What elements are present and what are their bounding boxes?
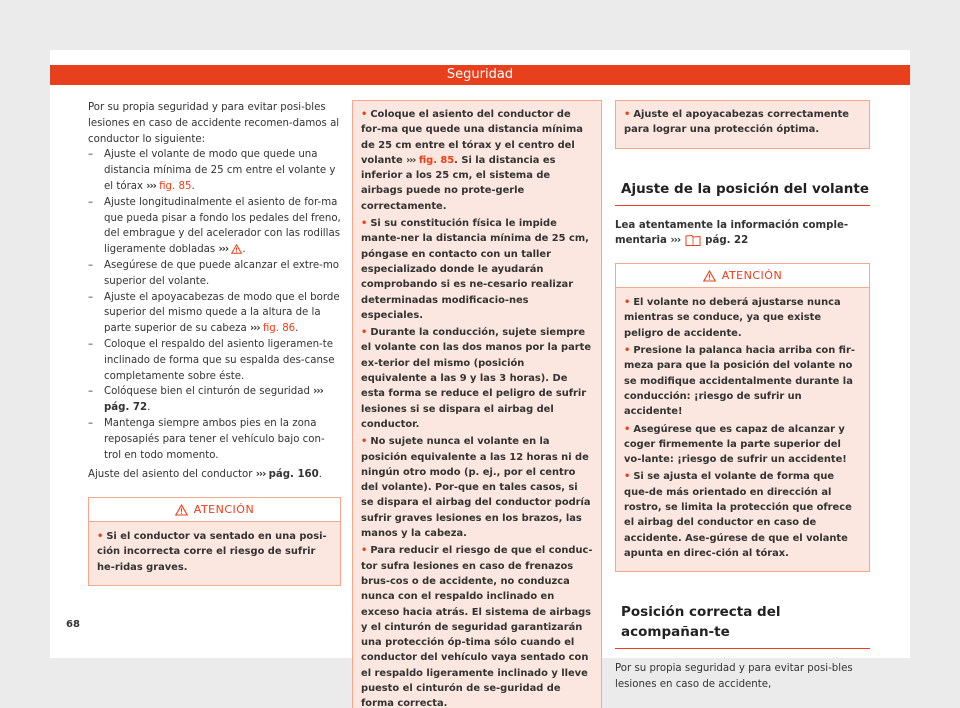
list-item: – Colóquese bien el cinturón de seguridad ››› pág. 72. xyxy=(88,386,323,414)
page xyxy=(50,50,910,708)
intro-paragraph: Por su propia seguridad y para evitar posi-bles lesiones en caso de accidente recomen-damos al conductor lo siguiente: xyxy=(88,102,340,145)
pag-160-link[interactable]: pág. 160 xyxy=(268,469,319,481)
arrow-icon: ››› xyxy=(670,235,681,247)
arrow-icon: ››› xyxy=(406,154,416,166)
arrow-icon: ››› xyxy=(218,244,229,256)
warning-box xyxy=(615,263,870,572)
pag-22-link[interactable]: pág. 22 xyxy=(705,235,749,247)
warning-continuation-box xyxy=(352,100,602,708)
warning-triangle-icon[interactable] xyxy=(231,244,242,254)
list-item: – Coloque el respaldo del asiento ligeramen-te inclinado de forma que su espalda des-canse completamente sobre éste. xyxy=(88,338,335,382)
fig-86-link[interactable]: fig. 86 xyxy=(262,323,296,335)
warning-item: • Coloque el asiento del conductor de for-ma que quede una distancia mínima de 25 cm entre el tórax y el centro del volante ››› fig. 85. Si la distancia es inferior a los 25 cm, el sistema de airbags puede no prote-gerle correctamente. xyxy=(361,109,583,212)
column-1 xyxy=(88,100,341,586)
warning-triangle-icon xyxy=(175,504,188,516)
column-3 xyxy=(615,100,870,693)
arrow-icon: ››› xyxy=(313,386,323,398)
section-text: Lea atentamente la información comple-mentaria ››› pág. 22 xyxy=(615,219,849,247)
list-item: – Mantenga siempre ambos pies en la zona reposapiés para tener el vehículo bajo con-trol en todo momento. xyxy=(88,417,325,461)
book-icon[interactable] xyxy=(684,234,702,247)
recommendation-list xyxy=(88,147,341,463)
warning-item: • No sujete nunca el volante en la posición equivalente a las 12 horas ni de ningún otro modo (p. ej., por el centro del volante). Por-que en tales casos, si se dispara el airbag del conductor podría sufrir graves lesiones en los brazos, las manos y la cabeza. xyxy=(361,436,591,540)
chapter-header: Seguridad xyxy=(50,65,910,85)
warning-item: • El volante no deberá ajustarse nunca mientras se conduce, ya que existe peligro de accidente. xyxy=(624,297,841,339)
warning-continuation-box xyxy=(615,100,870,149)
section-title-steering-wheel: Ajuste de la posición del volante xyxy=(615,169,870,206)
list-item: – Asegúrese de que puede alcanzar el extre-mo superior del volante. xyxy=(88,259,339,287)
warning-item: • Si su constitución física le impide mante-ner la distancia mínima de 25 cm, póngase en contacto con un taller especializado donde le ayudarán comprobando si es ne-cesario realizar determinadas modificacio-nes especiales. xyxy=(361,218,589,321)
fig-85-link[interactable]: fig. 85 xyxy=(418,154,455,166)
section-text: Por su propia seguridad y para evitar posi-bles lesiones en caso de accidente, xyxy=(615,663,853,691)
list-item: – Ajuste el apoyacabezas de modo que el borde superior del mismo quede a la altura de la parte superior de su cabeza ››› fig. 86. xyxy=(88,291,340,335)
list-item: – Ajuste el volante de modo que quede una distancia mínima de 25 cm entre el volante y el tórax ››› fig. 85. xyxy=(88,149,336,192)
warning-item: • Asegúrese que es capaz de alcanzar y coger firmemente la parte superior del vo-lante: ¡riesgo de sufrir un accidente! xyxy=(624,423,847,466)
section-title-passenger: Posición correcta del acompañan-te xyxy=(615,592,870,649)
warning-header xyxy=(616,264,869,288)
column-2 xyxy=(352,100,602,708)
arrow-icon: ››› xyxy=(146,180,156,192)
pag-72-link[interactable]: pág. 72 xyxy=(104,402,148,414)
warning-item: • Presione la palanca hacia arriba con fir-meza para que la posición del volante no se modifique accidentalmente durante la conducción: ¡riesgo de sufrir un accidente! xyxy=(624,345,855,418)
footer-paragraph: Ajuste del asiento del conductor ››› pág. 160. xyxy=(88,469,322,481)
warning-triangle-icon xyxy=(703,270,716,282)
warning-header xyxy=(89,498,340,522)
warning-title: ATENCIÓN xyxy=(193,503,255,517)
warning-item: • Para reducir el riesgo de que el conduc-tor sufra lesiones en caso de frenazos brus-cos o de accidente, no conduzca nunca con el respaldo inclinado en exceso hacia atrás. El sistema de airbags y el cinturón de seguridad garantizarán una protección óp-tima sólo cuando el conductor del vehículo vaya sentado con el respaldo ligeramente inclinado y lleve puesto el cinturón de se-guridad de forma correcta. xyxy=(361,545,593,708)
warning-title: ATENCIÓN xyxy=(721,269,783,283)
warning-box xyxy=(88,497,341,586)
page-number: 68 xyxy=(66,619,80,630)
warning-item: • Ajuste el apoyacabezas correctamente para lograr una protección óptima. xyxy=(624,109,850,136)
fig-85-link[interactable]: fig. 85 xyxy=(159,180,192,192)
warning-item: • Si el conductor va sentado en una posi-ción incorrecta corre el riesgo de sufrir he-ridas graves. xyxy=(97,531,327,573)
arrow-icon: ››› xyxy=(249,323,260,335)
list-item: – Ajuste longitudinalmente el asiento de for-ma que pueda pisar a fondo los pedales del freno, del embrague y del acelerador con las rodillas ligeramente dobladas ››› . xyxy=(88,196,341,256)
warning-item: • Durante la conducción, sujete siempre el volante con las dos manos por la parte ex-terior del mismo (posición equivalente a las 9 y las 3 horas). De esta forma se reduce el peligro de sufrir lesiones si se dispara el airbag del conductor. xyxy=(361,327,592,430)
arrow-icon: ››› xyxy=(255,469,266,481)
warning-item: • Si se ajusta el volante de forma que que-de más orientado en dirección al rostro, se limita la protección que ofrece el airbag del conductor en caso de accidente. Ase-gúrese de que el volante apunta en direc-ción al tórax. xyxy=(624,471,852,559)
